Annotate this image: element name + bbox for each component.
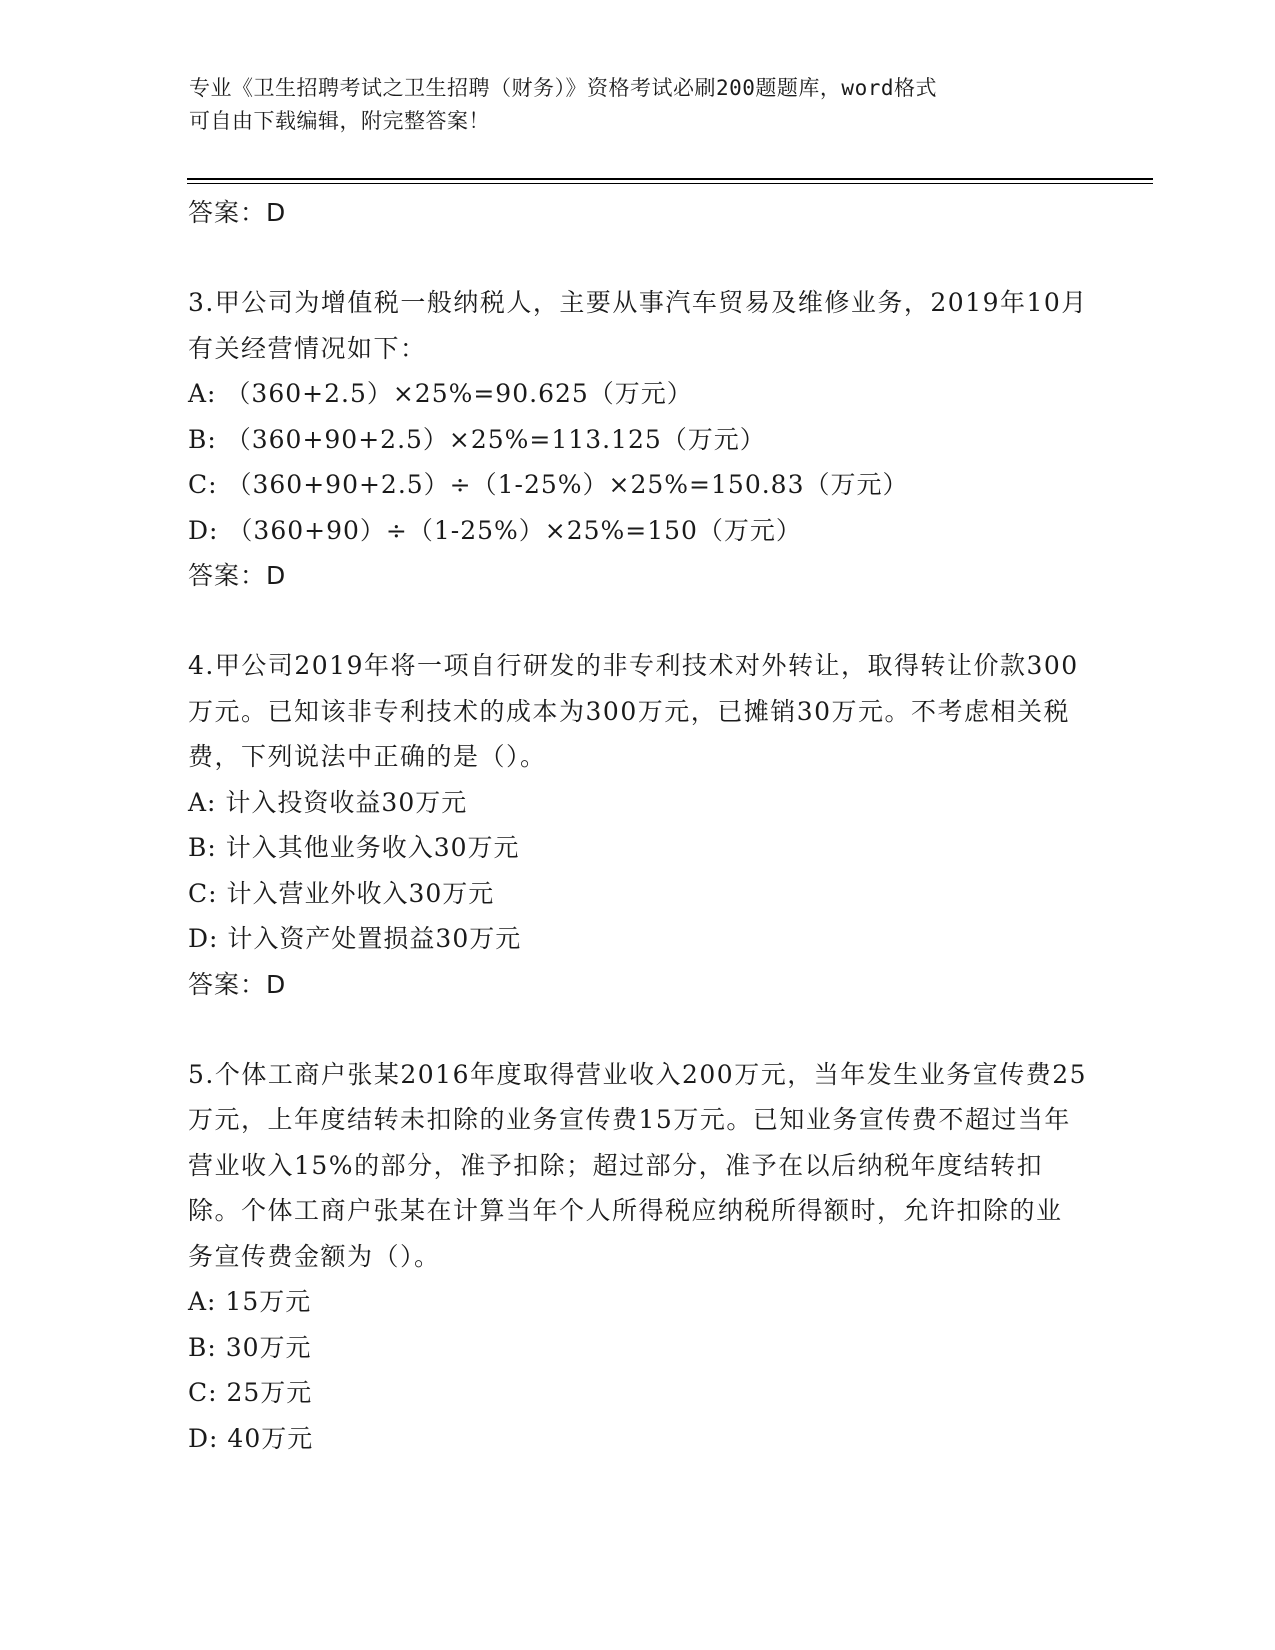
option-d: D: 40万元	[188, 1423, 314, 1453]
option-b: B: 30万元	[188, 1332, 312, 1362]
option-a: A: 计入投资收益30万元	[188, 787, 468, 817]
question-5	[188, 1052, 1088, 1462]
option-c: C: （360+90+2.5）÷（1-25%）×25%=150.83（万元）	[188, 470, 909, 499]
option-a: A: 15万元	[188, 1287, 312, 1316]
option-c: C: 25万元	[188, 1378, 313, 1407]
answer-line: 答案：D	[188, 969, 287, 999]
option-d: D: （360+90）÷（1-25%）×25%=150（万元）	[188, 515, 802, 545]
header-divider-thin	[187, 183, 1153, 184]
option-d: D: 计入资产处置损益30万元	[188, 924, 522, 953]
option-c: C: 计入营业外收入30万元	[188, 878, 495, 908]
question-4	[188, 643, 1088, 1007]
document-body	[188, 190, 1088, 1461]
answer-line: 答案：D	[188, 198, 287, 227]
header-divider	[187, 178, 1153, 180]
question-stem: 5.个体工商户张某2016年度取得营业收入200万元，当年发生业务宣传费25万元，上年度结转未扣除的业务宣传费15万元。已知业务宣传费不超过当年营业收入15%的部分，准予扣除；超过部分，准予在以后纳税年度结转扣除。个体工商户张某在计算当年个人所得税应纳税所得额时，允许扣除的业务宣传费金额为（）。	[188, 1059, 1088, 1271]
header-title-line-1: 专业《卫生招聘考试之卫生招聘（财务）》资格考试必刷200题题库，word格式	[189, 76, 937, 100]
option-b: B: 计入其他业务收入30万元	[188, 833, 520, 862]
question-3	[188, 280, 1088, 598]
header-title-line-2: 可自由下载编辑，附完整答案！	[189, 109, 490, 133]
option-a: A: （360+2.5）×25%=90.625（万元）	[188, 379, 693, 408]
question-stem: 4.甲公司2019年将一项自行研发的非专利技术对外转让，取得转让价款300万元。已知该非专利技术的成本为300万元，已摊销30万元。不考虑相关税费，下列说法中正确的是（）。	[188, 651, 1079, 771]
question-stem: 3.甲公司为增值税一般纳税人，主要从事汽车贸易及维修业务，2019年10月有关经营情况如下：	[188, 288, 1088, 363]
option-b: B: （360+90+2.5）×25%=113.125（万元）	[188, 424, 766, 454]
answer-line: 答案：D	[188, 561, 287, 590]
document-header	[189, 72, 1069, 138]
